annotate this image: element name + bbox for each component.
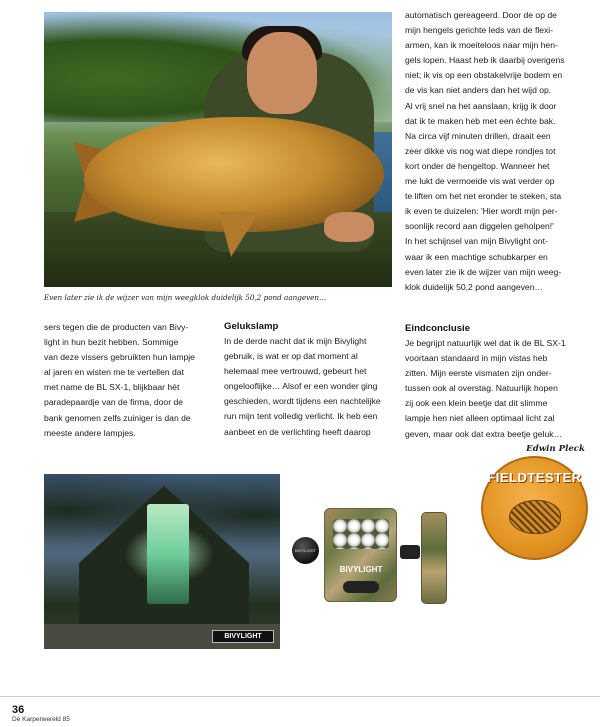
carp-icon: [509, 500, 561, 534]
page-number: 36: [12, 704, 25, 716]
text-line: even later zie ik de wijzer van mijn weeg-: [405, 266, 562, 277]
text-line: zij ook een klein beetje dat dit slimme: [405, 398, 548, 409]
bivylight-knob: BIVYLIGHT: [292, 537, 319, 564]
tent-lit-door: [147, 504, 189, 604]
fieldtester-badge: [481, 456, 588, 560]
led-array: [333, 519, 389, 549]
text-line: In het schijnsel van mijn Bivylight ont-: [405, 236, 548, 247]
text-line: bank genomen zelfs zuiniger is dan de: [44, 412, 191, 423]
text-line: lampje hen niet alleen optimaal licht zal: [405, 413, 555, 424]
text-line: run mijn tent volledig verlicht. Ik heb een: [224, 411, 378, 422]
text-line: zitten. Mijn eerste vismaten zijn onder-: [405, 368, 552, 379]
text-line: In de derde nacht dat ik mijn Bivylight: [224, 336, 367, 346]
section-heading-eindconclusie: Eindconclusie: [405, 323, 471, 334]
text-line: gebruik, is wat er op dat moment al: [224, 351, 358, 362]
text-line: automatisch gereageerd. Door de op de: [405, 10, 557, 20]
article-column-c: [405, 322, 585, 457]
section-heading-gelukslamp: Gelukslamp: [224, 321, 279, 332]
text-line: meeste andere lampjes.: [44, 427, 136, 438]
text-line: dat ik te maken heb met een échte bak.: [405, 115, 556, 126]
angler-head: [247, 32, 317, 114]
text-line: de vis kan niet anders dan het wijd op.: [405, 85, 552, 96]
device-logo: BIVYLIGHT: [339, 565, 383, 574]
text-line: al jaren en wisten me te vertellen dat: [44, 367, 184, 378]
device-connector: [400, 545, 420, 559]
text-line: zeer dikke vis nog wat diepe rondjes tot: [405, 145, 556, 156]
text-line: tussen ook al overstag. Natuurlijk hopen: [405, 383, 558, 394]
article-column-b: [224, 320, 394, 440]
text-line: geschieden, wordt tijdens een nachtelijke: [224, 396, 381, 407]
angler-hand: [324, 212, 374, 242]
text-line: light in hun bezit hebben. Sommige: [44, 337, 179, 348]
text-line: te liften om het net eronder te steken, sta: [405, 191, 562, 202]
text-line: paradepaardje van de firma, door de: [44, 397, 184, 408]
text-line: gels lopen. Haast heb ik daarbij overigens: [405, 55, 565, 66]
text-line: waar ik een machtige schubkarper en: [405, 251, 548, 262]
photo-caption: Even later zie ik de wijzer van mijn weegklok duidelijk 50,2 pond aangeven…: [44, 293, 327, 302]
article-column-a: [44, 320, 209, 441]
text-line: sers tegen die de producten van Bivy-: [44, 322, 189, 332]
text-line: soonlijk record aan diggelen geholpen!': [405, 221, 554, 232]
device-button: [343, 581, 379, 593]
text-line: voortaan standaard in mijn vistas heb: [405, 353, 548, 364]
bivylight-device: [324, 508, 397, 602]
text-line: ongelooflijke… Alsof er een wonder ging: [224, 381, 378, 392]
text-line: klok duidelijk 50,2 pond aangeven…: [405, 281, 544, 292]
text-line: Je begrijpt natuurlijk wel dat ik de BL SX-1: [405, 338, 566, 348]
text-line: Na circa vijf minuten drillen, draait een: [405, 130, 551, 141]
text-line: van deze vissers gebruikten hun lampje: [44, 352, 195, 363]
tent-night-photo: [44, 474, 280, 649]
magazine-name: Dé Karperwereld 85: [12, 716, 70, 723]
text-line: niet; ik vis op een obstakelvrije bodem en: [405, 70, 563, 81]
footer-divider: [0, 696, 600, 697]
text-line: kort onder de hengeltop. Wanneer het: [405, 160, 550, 171]
text-line: ik even te duizelen: 'Hier wordt mijn per-: [405, 206, 558, 217]
author-signature: Edwin Pleck: [526, 443, 585, 454]
bivylight-side-view: [421, 512, 447, 604]
text-line: helemaal mee vertrouwd, gebeurt het: [224, 366, 367, 377]
text-line: mijn hengels gerichte leds van de flexi-: [405, 25, 554, 36]
text-line: Al vrij snel na het aanslaan, krijg ik door: [405, 100, 557, 111]
text-line: aanbeet en de verlichting heeft daarop: [224, 426, 371, 437]
text-line: geven, maar ook dat extra beetje geluk…: [405, 428, 563, 439]
text-line: met name de BL SX-1, blijkbaar hét: [44, 382, 180, 393]
text-line: me lukt de vermoeide vis wat verder op: [405, 176, 555, 187]
fieldtester-label: FIELDTESTER: [487, 470, 582, 485]
bivylight-logo-badge: BIVYLIGHT: [212, 630, 274, 643]
text-line: armen, kan ik moeiteloos naar mijn hen-: [405, 40, 558, 51]
carp-photo: [44, 12, 392, 287]
article-column-right-top: [405, 8, 585, 295]
